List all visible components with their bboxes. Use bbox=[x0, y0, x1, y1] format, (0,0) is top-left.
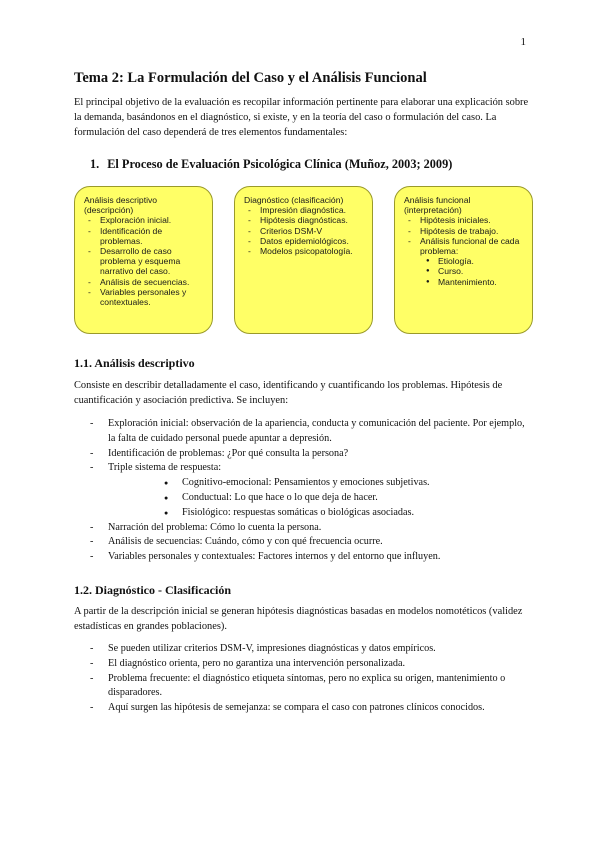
page-title: Tema 2: La Formulación del Caso y el Análisis Funcional bbox=[74, 70, 427, 86]
section-1-2-heading: 1.2. Diagnóstico - Clasificación bbox=[74, 583, 231, 597]
box-item: - Criterios DSM-V bbox=[244, 226, 365, 236]
box-item: - Análisis de secuencias. bbox=[84, 277, 205, 287]
box-item: - Hipótesis iniciales. bbox=[404, 215, 525, 225]
sublist-item: ● Conductual: Lo que hace o lo que deja de hacer. bbox=[108, 491, 534, 506]
list-item: - Variables personales y contextuales: Factores internos y del entorno que influyen. bbox=[74, 550, 534, 565]
box-item: - Análisis funcional de cada problema: bbox=[404, 236, 525, 256]
sublist-item: ● Fisiológico: respuestas somáticas o biológicas asociadas. bbox=[108, 506, 534, 521]
section-1-2-intro: A partir de la descripción inicial se generan hipótesis diagnósticas basadas en modelos nomotéticos (validez estadísticas en grandes poblaciones). bbox=[74, 606, 523, 632]
list-item: - Exploración inicial: observación de la apariencia, conducta y comunicación del paciente. Por ejemplo, la falta de cuidado personal puede apuntar a depresión. bbox=[74, 417, 534, 447]
box-title: Análisis descriptivo (descripción) bbox=[84, 195, 158, 216]
box-list bbox=[244, 205, 365, 256]
intro-paragraph: El principal objetivo de la evaluación es recopilar información pertinente para elaborar una explicación sobre la demanda, basándonos en el diagnóstico, si existe, y en la teoría del caso o formulación del caso. La formulación del caso dependerá de tres elementos fundamentales: bbox=[74, 97, 529, 138]
list-item-triple-system bbox=[74, 461, 534, 520]
list-item-label: Triple sistema de respuesta: bbox=[108, 462, 222, 474]
box-item: - Identificación de problemas. bbox=[84, 226, 205, 246]
box-subitem: ● Etiología. bbox=[426, 256, 525, 266]
box-subitem: ● Mantenimiento. bbox=[426, 277, 525, 287]
section-1-2-list bbox=[74, 642, 534, 716]
box-item: - Hipótesis diagnósticas. bbox=[244, 215, 365, 225]
page-number: 1 bbox=[520, 36, 526, 48]
section-1-1-intro: Consiste en describir detalladamente el caso, identificando y cuantificando los problemas. Hipótesis de cuantificación y asociación predictiva. Se incluyen: bbox=[74, 380, 503, 406]
list-item: - Identificación de problemas: ¿Por qué consulta la persona? bbox=[74, 447, 534, 462]
list-item: - Narración del problema: Cómo lo cuenta la persona. bbox=[74, 521, 534, 536]
box-diagnosis bbox=[234, 186, 373, 334]
box-title: Análisis funcional (interpretación) bbox=[404, 195, 471, 216]
section-1-number: 1. bbox=[90, 157, 100, 171]
box-functional-analysis bbox=[394, 186, 533, 334]
box-item: - Modelos psicopatología. bbox=[244, 246, 365, 256]
box-item: - Hipótesis de trabajo. bbox=[404, 226, 525, 236]
list-item: - Análisis de secuencias: Cuándo, cómo y con qué frecuencia ocurre. bbox=[74, 535, 534, 550]
box-item: - Impresión diagnóstica. bbox=[244, 205, 365, 215]
box-subitem: ● Curso. bbox=[426, 266, 525, 276]
triple-system-sublist bbox=[108, 476, 534, 520]
box-item: - Variables personales y contextuales. bbox=[84, 287, 205, 307]
box-list bbox=[84, 215, 205, 307]
box-item: - Datos epidemiológicos. bbox=[244, 236, 365, 246]
list-item: - Problema frecuente: el diagnóstico etiqueta síntomas, pero no explica su origen, mantenimiento o disparadores. bbox=[74, 672, 534, 702]
box-title: Diagnóstico (clasificación) bbox=[244, 195, 344, 205]
list-item: - Se pueden utilizar criterios DSM-V, impresiones diagnósticas y datos empíricos. bbox=[74, 642, 534, 657]
box-sublist bbox=[404, 256, 525, 287]
section-1-heading bbox=[90, 157, 452, 172]
list-item: - El diagnóstico orienta, pero no garantiza una intervención personalizada. bbox=[74, 657, 534, 672]
list-item: - Aquí surgen las hipótesis de semejanza: se compara el caso con patrones clínicos conocidos. bbox=[74, 701, 534, 716]
section-1-title: El Proceso de Evaluación Psicológica Clínica (Muñoz, 2003; 2009) bbox=[107, 157, 453, 171]
box-item: - Desarrollo de caso problema y esquema narrativo del caso. bbox=[84, 246, 205, 277]
section-1-1-heading: 1.1. Análisis descriptivo bbox=[74, 356, 195, 370]
box-descriptive-analysis bbox=[74, 186, 213, 334]
section-1-1-list bbox=[74, 417, 534, 565]
sublist-item: ● Cognitivo-emocional: Pensamientos y emociones subjetivas. bbox=[108, 476, 534, 491]
box-list bbox=[404, 215, 525, 256]
evaluation-process-diagram bbox=[74, 186, 534, 334]
box-item: - Exploración inicial. bbox=[84, 215, 205, 225]
